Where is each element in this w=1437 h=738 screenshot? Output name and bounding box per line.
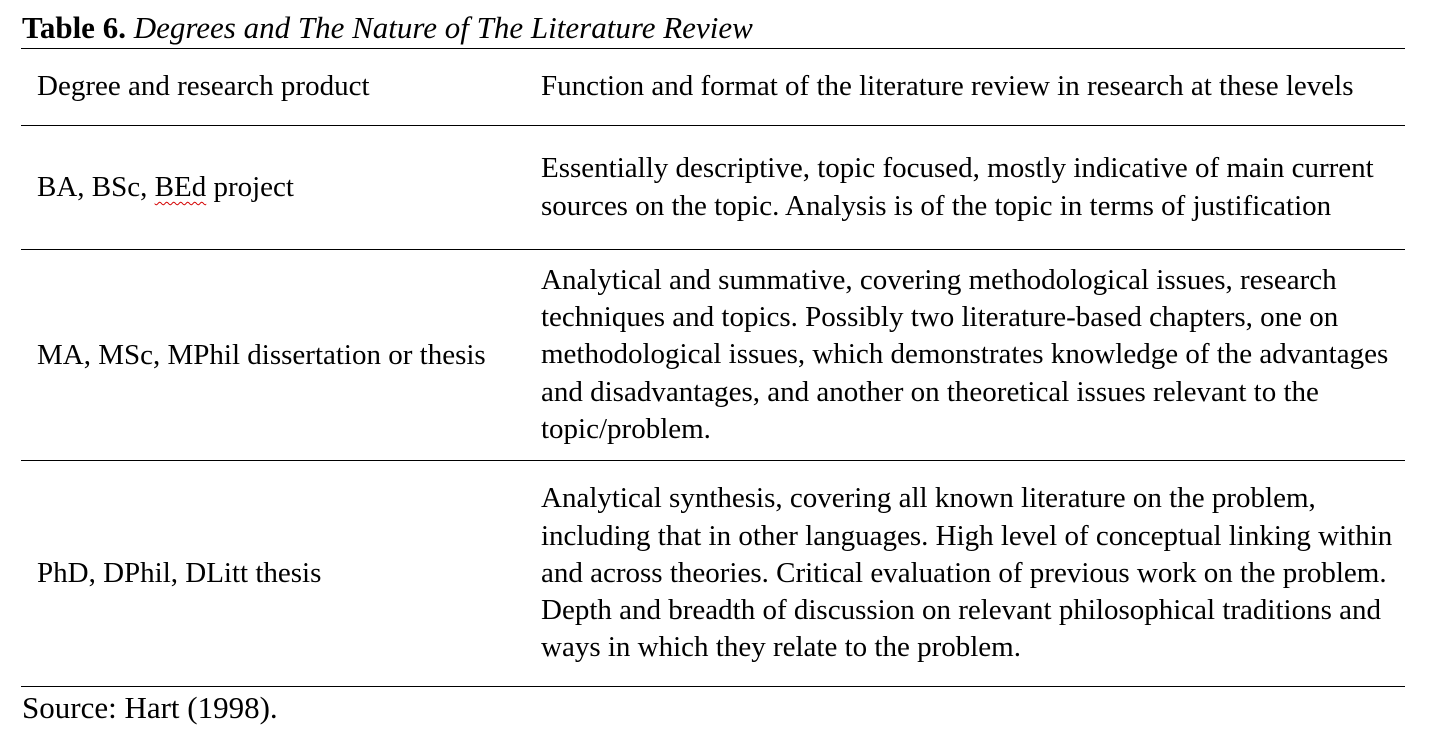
degree-cell: PhD, DPhil, DLitt thesis: [37, 556, 322, 589]
table-header-row: [21, 49, 1405, 126]
function-cell: Analytical and summative, covering methodological issues, research techniques and topics. Possibly two literature-based chapters, one on methodological issues, which demonstrates knowledge of the advantages and disadvantages, and another on theoretical issues relevant to the topic/problem.: [541, 263, 1389, 445]
function-cell: Essentially descriptive, topic focused, mostly indicative of main current sources on the topic. Analysis is of the topic in terms of justification: [541, 152, 1374, 222]
spellcheck-flagged-word: BEd: [154, 170, 207, 203]
table-source-note: Source: Hart (1998).: [22, 690, 278, 725]
table-row: [21, 461, 1405, 687]
function-cell: Analytical synthesis, covering all known literature on the problem, including that in other languages. High level of conceptual linking within and across theories. Critical evaluation of previous work on the problem. Depth and breadth of discussion on relevant philosophical traditions and ways in which they relate to the problem.: [541, 482, 1393, 664]
table-caption: [22, 8, 753, 48]
table-row: [21, 126, 1405, 250]
header-degree: Degree and research product: [37, 70, 370, 103]
degrees-table: [21, 48, 1405, 687]
header-function: Function and format of the literature review in research at these levels: [541, 70, 1354, 103]
degree-text-suffix: project: [206, 170, 294, 203]
table-number: Table 6.: [22, 10, 126, 45]
table-title: Degrees and The Nature of The Literature Review: [133, 10, 753, 45]
degree-text: MA, MSc, MPhil dissertation or thesis: [37, 339, 486, 371]
degree-cell: [21, 250, 540, 461]
degree-cell: [21, 126, 540, 250]
degree-text: BA, BSc,: [37, 170, 155, 203]
table-row: [21, 250, 1405, 461]
